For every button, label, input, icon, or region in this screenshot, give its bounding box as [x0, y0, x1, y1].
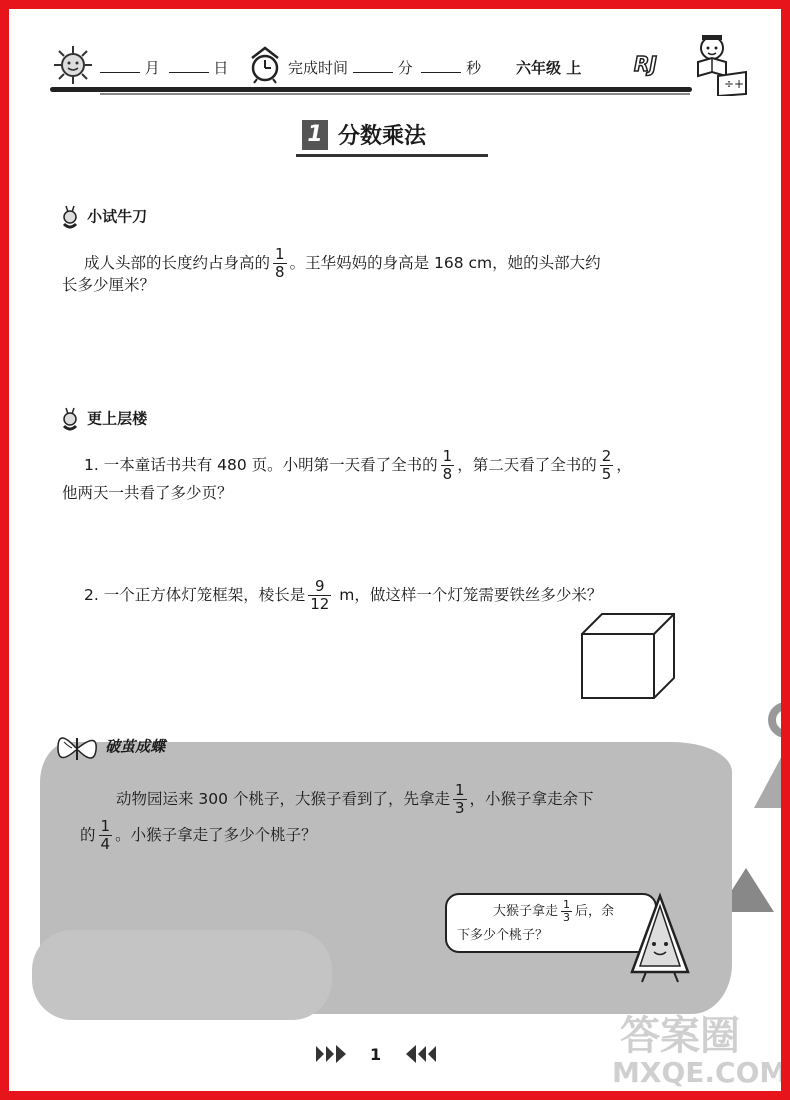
watermark-text: 答案圈: [620, 1013, 740, 1059]
hint-bubble: 大猴子拿走 $\frac{1}{3}$ 后，余 下多少个桃子？: [445, 893, 657, 953]
student-reading-icon: [688, 32, 748, 100]
time-fields: 完成时间 分 秒: [288, 59, 482, 77]
grade-label: 六年级 上: [516, 59, 582, 77]
prev-arrows-icon: [314, 1044, 348, 1068]
sun-icon: [52, 44, 94, 90]
question-1-line2: 他两天一共看了多少页？: [62, 484, 233, 502]
fraction-9-12: $\frac{9}{12}$: [310, 577, 330, 613]
triangle-shape-decoration: [752, 750, 790, 814]
header-rule-thin: [100, 93, 690, 95]
svg-text:÷: ÷: [724, 77, 735, 91]
page-number: 1: [370, 1045, 382, 1064]
month-blank[interactable]: [100, 72, 140, 73]
next-arrows-icon: [404, 1044, 438, 1068]
section3-problem-line2: 的 $\frac{1}{4}$ 。小猴子拿走了多少个桃子？: [80, 817, 317, 853]
fraction-1-3: $\frac{1}{3}$: [563, 898, 571, 924]
date-fields: 月 日: [100, 57, 228, 78]
section3-problem: 动物园运来 300 个桃子，大猴子看到了，先拿走 $\frac{1}{3}$ ，小猴子拿走余下: [116, 781, 594, 817]
ring-shape-decoration: [756, 700, 790, 744]
edition-badge: RJ: [634, 52, 657, 76]
triangle-mascot-icon: [626, 892, 696, 988]
minute-blank[interactable]: [353, 72, 393, 73]
fraction-1-3: $\frac{1}{3}$: [454, 781, 465, 817]
section3-heading: [54, 726, 165, 768]
bug-mascot-icon: [58, 406, 82, 432]
section1-problem: 成人头部的长度约占身高的 $\frac{1}{8}$ 。王华妈妈的身高是 168 cm，她的头部大约: [84, 245, 601, 281]
challenge-background-shade: [32, 930, 332, 1020]
question-2: 2. 一个正方体灯笼框架，棱长是 $\frac{9}{12}$ m，做这样一个灯笼需要铁丝多少米？: [84, 577, 603, 613]
bug-mascot-icon: [58, 204, 82, 230]
fraction-1-8: $\frac{1}{8}$: [275, 245, 285, 281]
fraction-2-5: $\frac{2}{5}$: [601, 447, 612, 483]
section1-heading: [58, 204, 147, 230]
butterfly-icon: [54, 726, 100, 768]
day-blank[interactable]: [169, 72, 209, 73]
lesson-number: 1: [302, 120, 328, 150]
title-underline: [296, 154, 488, 157]
watermark-domain: MXQE.COM: [612, 1056, 788, 1089]
section3-title: 破茧成蝶: [105, 737, 166, 756]
section2-title: 更上层楼: [87, 409, 148, 428]
second-blank[interactable]: [421, 72, 461, 73]
fraction-1-8: $\frac{1}{8}$: [442, 447, 453, 483]
section2-heading: [58, 406, 147, 432]
section1-title: 小试牛刀: [87, 207, 148, 226]
cube-diagram: [580, 612, 680, 706]
fraction-1-4: $\frac{1}{4}$: [100, 817, 111, 853]
alarm-clock-icon: [248, 46, 282, 88]
question-1: 1. 一本童话书共有 480 页。小明第一天看了全书的 $\frac{1}{8}$ ，第二天看了全书的 $\frac{2}{5}$ ，: [84, 447, 632, 483]
section1-problem-line2: 长多少厘米？: [62, 276, 156, 294]
svg-text:+: +: [734, 77, 745, 91]
header-rule: [50, 87, 692, 92]
lesson-title: 分数乘法: [338, 124, 427, 149]
